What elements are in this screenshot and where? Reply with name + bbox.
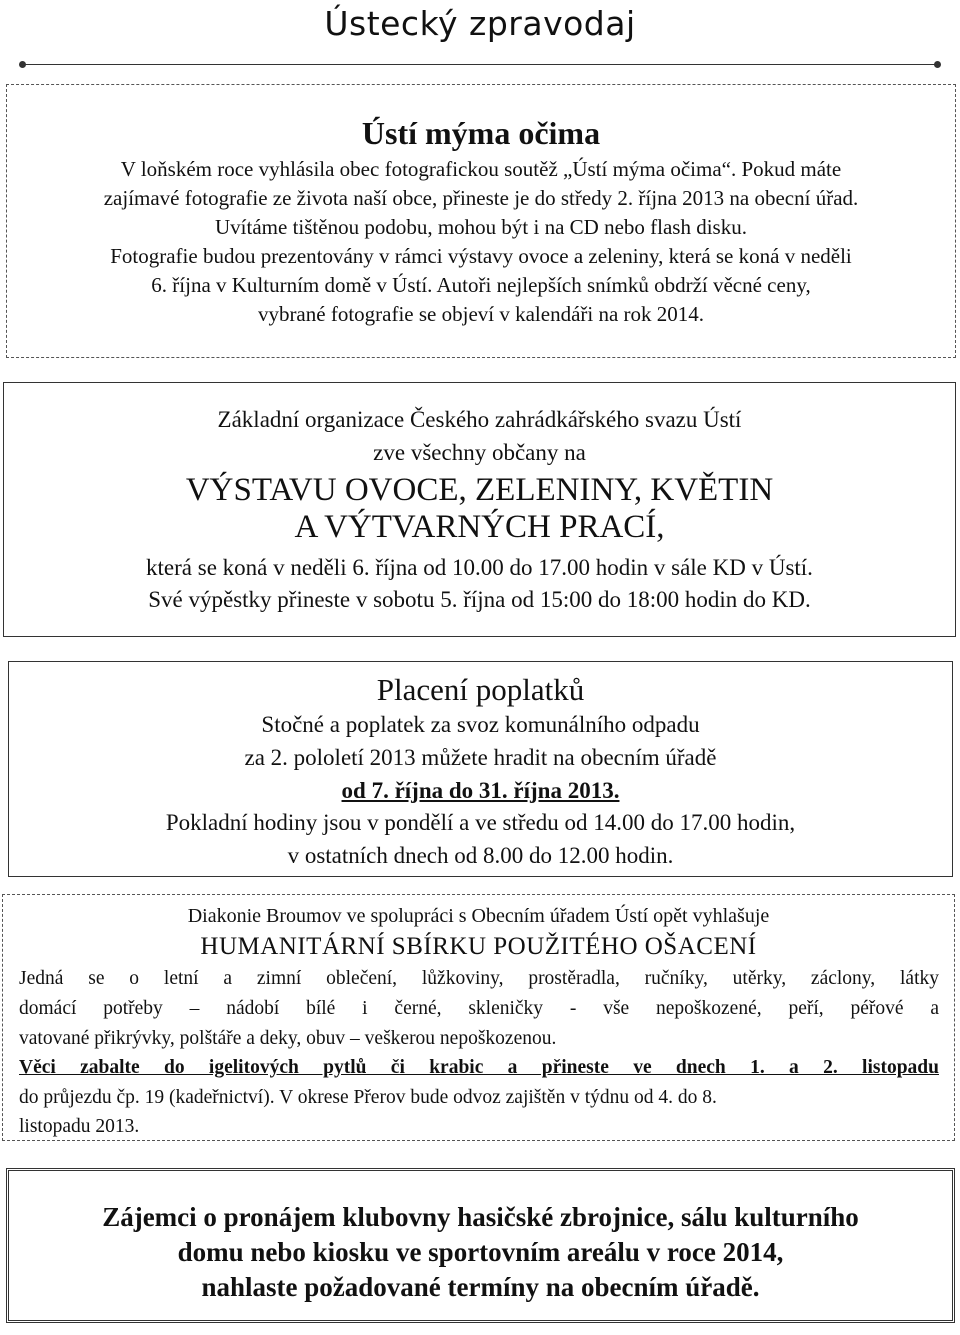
fees-title: Placení poplatků: [376, 672, 585, 707]
charity-body-2: domácí potřeby – nádobí bílé i černé, skleničky - vše nepoškozené, peří, péřové a: [19, 998, 939, 1019]
exhibition-invite: zve všechny občany na: [373, 440, 586, 465]
fees-dates-wrap: [9, 778, 952, 804]
newsletter-title: Ústecký zpravodaj: [324, 4, 636, 43]
charity-intro: Diakonie Broumov ve spolupráci s Obecním úřadem Ústí opět vyhlašuje: [187, 905, 770, 927]
photo-contest-line-5: 6. října v Kulturním domě v Ústí. Autoři nejlepších snímků obdrží věcné ceny,: [151, 273, 811, 297]
charity-body-1: Jedná se o letní a zimní oblečení, lůžkoviny, prostěradla, ručníky, utěrky, záclony, látky: [19, 968, 939, 989]
photo-contest-line-4: Fotografie budou prezentovány v rámci výstavy ovoce a zeleniny, která se koná v neděli: [110, 244, 852, 268]
rental-line-2: domu nebo kiosku ve sportovním areálu v roce 2014,: [177, 1237, 784, 1267]
charity-instructions: Věci zabalte do igelitových pytlů či krabic a přineste ve dnech 1. a 2. listopadu: [19, 1057, 939, 1078]
exhibition-date: která se koná v neděli 6. října od 10.00 do 17.00 hodin v sále KD v Ústí.: [146, 555, 813, 580]
masthead: [0, 0, 960, 60]
exhibition-heading-1: VÝSTAVU OVOCE, ZELENINY, KVĚTIN: [185, 472, 774, 508]
charity-body-4: do průjezdu čp. 19 (kadeřnictví). V okrese Přerov bude odvoz zajištěn v týdnu od 4. do 8.: [19, 1087, 717, 1108]
exhibition-organizer: Základní organizace Českého zahrádkářského svazu Ústí: [217, 407, 742, 432]
charity-title: HUMANITÁRNÍ SBÍRKU POUŽITÉHO OŠACENÍ: [200, 933, 757, 960]
fees-notice: [8, 661, 953, 877]
photo-contest-title: Ústí mýma očima: [361, 115, 601, 151]
fees-hours: Pokladní hodiny jsou v pondělí a ve středu od 14.00 do 17.00 hodin,: [165, 810, 796, 835]
photo-contest-line-3: Uvítáme tištěnou podobu, mohou být i na CD nebo flash disku.: [215, 215, 747, 239]
photo-contest-notice: [6, 84, 956, 358]
charity-body-5: listopadu 2013.: [19, 1116, 140, 1137]
fees-dates: od 7. října do 31. října 2013.: [341, 778, 620, 803]
exhibition-invitation: [3, 382, 956, 637]
photo-contest-line-2: zajímavé fotografie ze života naší obce, přineste je do středy 2. října 2013 na obecní úřad.: [103, 186, 859, 210]
rule-end-dot-left: [19, 61, 26, 68]
exhibition-delivery: Své výpěstky přineste v sobotu 5. října od 15:00 do 18:00 hodin do KD.: [148, 587, 811, 612]
masthead-rule: [22, 64, 938, 65]
charity-collection-notice: [2, 894, 955, 1141]
photo-contest-line-1: V loňském roce vyhlásila obec fotografickou soutěž „Ústí mýma očima“. Pokud máte: [120, 157, 842, 181]
photo-contest-line-6: vybrané fotografie se objeví v kalendáři na rok 2014.: [257, 302, 705, 326]
rental-line-1: Zájemci o pronájem klubovny hasičské zbrojnice, sálu kulturního: [102, 1202, 859, 1232]
rental-line-3: nahlaste požadované termíny na obecním úřadě.: [201, 1272, 760, 1302]
exhibition-heading-2: A VÝTVARNÝCH PRACÍ,: [294, 509, 665, 545]
fees-line-2: za 2. pololetí 2013 můžete hradit na obecním úřadě: [244, 745, 717, 770]
fees-line-1: Stočné a poplatek za svoz komunálního odpadu: [261, 712, 700, 737]
rule-end-dot-right: [934, 61, 941, 68]
fees-hours-other: v ostatních dnech od 8.00 do 12.00 hodin.: [287, 843, 674, 868]
rental-notice: [6, 1168, 955, 1323]
charity-body-3: vatované přikrývky, polštáře a deky, obuv – veškerou nepoškozenou.: [19, 1028, 557, 1049]
